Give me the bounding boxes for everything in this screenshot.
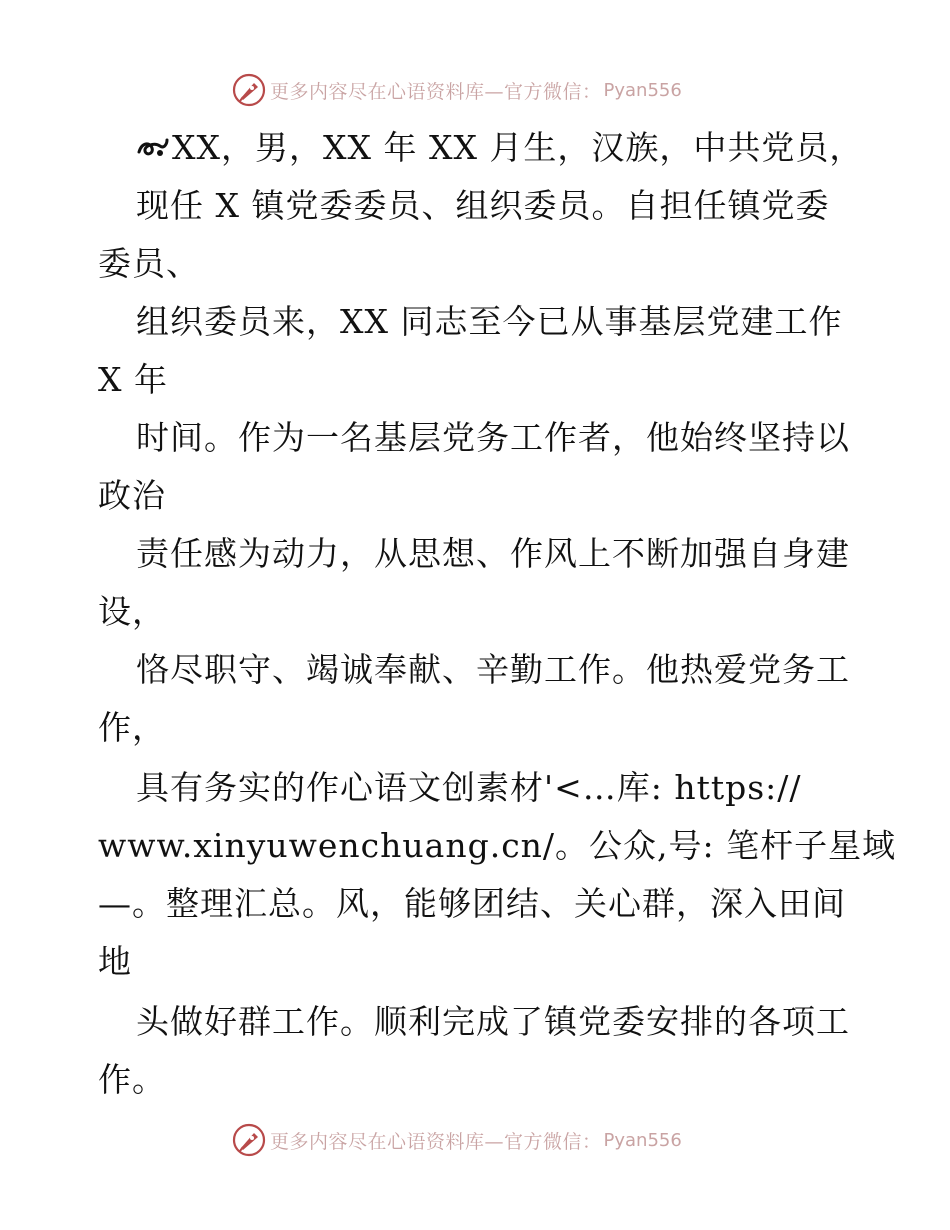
text-line: 委员、: [98, 244, 200, 283]
footer-banner: [232, 1122, 712, 1158]
footer-wechat-id: Pyan556: [603, 1129, 682, 1151]
text-line: 责任感为动力，从思想、作风上不断加强自身建: [136, 534, 850, 573]
header-banner-text: 更多内容尽在心语资料库—官方微信：: [270, 80, 602, 103]
text-line: 恪尽职守、竭诚奉献、辛勤工作。他热爱党务工: [136, 650, 850, 689]
header-wechat-id: Pyan556: [603, 79, 682, 101]
text-line: —。整理汇总。风，能够团结、关心群，深入田间: [98, 884, 846, 923]
text-line: 现任 X 镇党委委员、组织委员。自担任镇党委: [136, 186, 830, 225]
text-line: www.xinyuwenchuang.cn/。公众,号: 笔杆子星域: [98, 826, 897, 865]
text-line: 作，: [98, 708, 166, 747]
text-line: 作。: [98, 1060, 166, 1099]
text-line: 具有务实的作心语文创素材'<…库: https://: [136, 768, 802, 807]
pen-nib-logo-icon: [232, 1123, 266, 1157]
text-line: 组织委员来，XX 同志至今已从事基层党建工作: [136, 302, 843, 341]
swirl-mark-icon: [136, 134, 170, 162]
text-line: [136, 128, 863, 168]
text-line: 设，: [98, 592, 166, 631]
text-line: X 年: [98, 360, 168, 399]
footer-banner-text: 更多内容尽在心语资料库—官方微信：: [270, 1130, 602, 1153]
text-line: 地: [98, 942, 132, 981]
text-line: 时间。作为一名基层党务工作者，他始终坚持以: [136, 418, 850, 457]
text-line: 政治: [98, 476, 166, 515]
text-line-content: XX，男，XX 年 XX 月生，汉族，中共党员，: [172, 128, 864, 167]
text-line: 头做好群工作。顺利完成了镇党委安排的各项工: [136, 1002, 850, 1041]
